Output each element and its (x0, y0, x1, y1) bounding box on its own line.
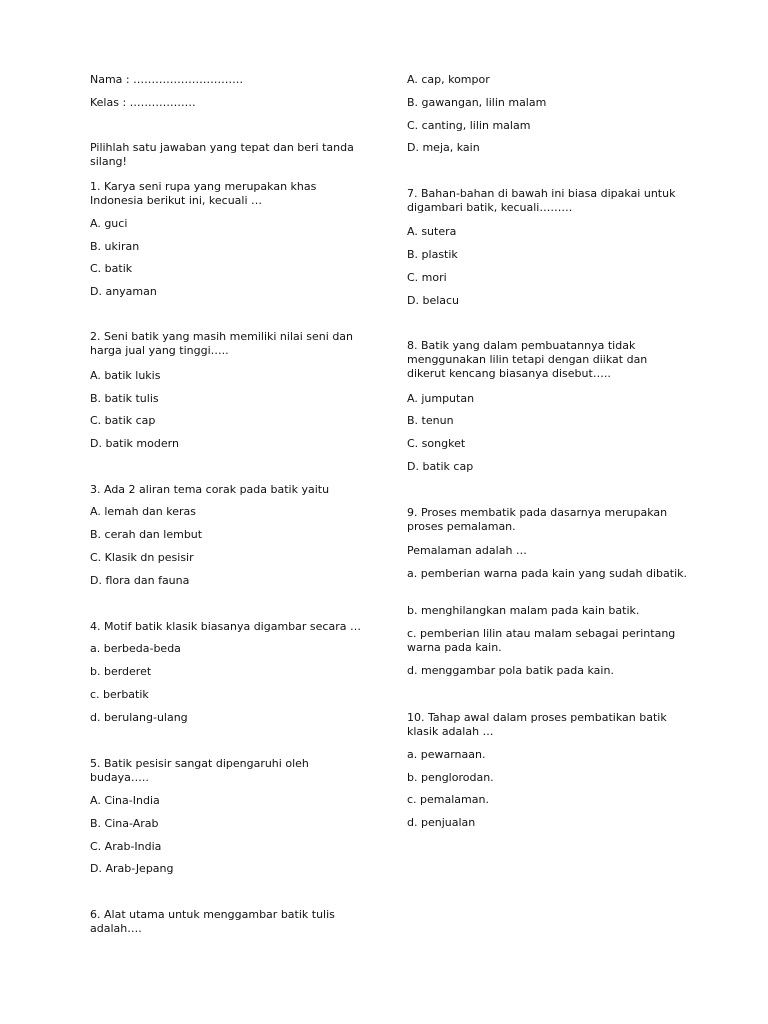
question-4: 4. Motif batik klasik biasanya digambar secara … (90, 620, 361, 633)
question-5: 5. Batik pesisir sangat dipengaruhi oleh budaya….. (90, 757, 309, 784)
q8-option-a: A. jumputan (407, 392, 475, 405)
q1-option-d: D. anyaman (90, 285, 157, 298)
question-9-subtext: Pemalaman adalah … (407, 544, 527, 557)
q6-option-d: D. meja, kain (407, 141, 480, 154)
q2-option-a: A. batik lukis (90, 369, 161, 382)
q5-option-c: C. Arab-India (90, 840, 162, 853)
q9-option-c: c. pemberian lilin atau malam sebagai perintang warna pada kain. (407, 627, 676, 654)
q3-option-c: C. Klasik dn pesisir (90, 551, 194, 564)
q1-option-c: C. batik (90, 262, 133, 275)
q4-option-d: d. berulang-ulang (90, 711, 188, 724)
instruction: Pilihlah satu jawaban yang tepat dan beri tanda silang! (90, 141, 354, 168)
question-2: 2. Seni batik yang masih memiliki nilai seni dan harga jual yang tinggi….. (90, 330, 354, 357)
class-field: Kelas : ……………… (90, 96, 196, 109)
question-8: 8. Batik yang dalam pembuatannya tidak menggunakan lilin tetapi dengan diikat dan dikerut kencang biasanya disebut….. (407, 339, 648, 380)
question-1: 1. Karya seni rupa yang merupakan khas Indonesia berikut ini, kecuali … (90, 180, 317, 207)
q3-option-b: B. cerah dan lembut (90, 528, 203, 541)
q5-option-d: D. Arab-Jepang (90, 862, 174, 875)
q6-option-c: C. canting, lilin malam (407, 119, 531, 132)
q4-option-a: a. berbeda-beda (90, 642, 181, 655)
q10-option-b: b. penglorodan. (407, 771, 494, 784)
q9-option-b: b. menghilangkan malam pada kain batik. (407, 604, 640, 617)
question-9: 9. Proses membatik pada dasarnya merupakan proses pemalaman. (407, 506, 668, 533)
q10-option-a: a. pewarnaan. (407, 748, 486, 761)
q2-option-c: C. batik cap (90, 414, 156, 427)
q5-option-b: B. Cina-Arab (90, 817, 159, 830)
q4-option-b: b. berderet (90, 665, 152, 678)
q3-option-a: A. lemah dan keras (90, 505, 197, 518)
q7-option-a: A. sutera (407, 225, 457, 238)
q1-option-a: A. guci (90, 217, 128, 230)
q8-option-c: C. songket (407, 437, 466, 450)
q1-option-b: B. ukiran (90, 240, 140, 253)
q2-option-b: B. batik tulis (90, 392, 159, 405)
question-6: 6. Alat utama untuk menggambar batik tulis adalah…. (90, 908, 335, 935)
question-10: 10. Tahap awal dalam proses pembatikan batik klasik adalah … (407, 711, 667, 738)
q3-option-d: D. flora dan fauna (90, 574, 190, 587)
q10-option-c: c. pemalaman. (407, 793, 489, 806)
q9-option-a: a. pemberian warna pada kain yang sudah dibatik. (407, 567, 687, 580)
q10-option-d: d. penjualan (407, 816, 476, 829)
q6-option-b: B. gawangan, lilin malam (407, 96, 547, 109)
name-field: Nama : ………………………… (90, 73, 244, 86)
q7-option-d: D. belacu (407, 294, 460, 307)
q7-option-c: C. mori (407, 271, 447, 284)
q7-option-b: B. plastik (407, 248, 458, 261)
q4-option-c: c. berbatik (90, 688, 149, 701)
q2-option-d: D. batik modern (90, 437, 179, 450)
q6-option-a: A. cap, kompor (407, 73, 490, 86)
question-7: 7. Bahan-bahan di bawah ini biasa dipakai untuk digambari batik, kecuali……… (407, 187, 676, 214)
question-3: 3. Ada 2 aliran tema corak pada batik yaitu (90, 483, 330, 496)
q9-option-d: d. menggambar pola batik pada kain. (407, 664, 614, 677)
q5-option-a: A. Cina-India (90, 794, 160, 807)
q8-option-d: D. batik cap (407, 460, 474, 473)
q8-option-b: B. tenun (407, 414, 454, 427)
